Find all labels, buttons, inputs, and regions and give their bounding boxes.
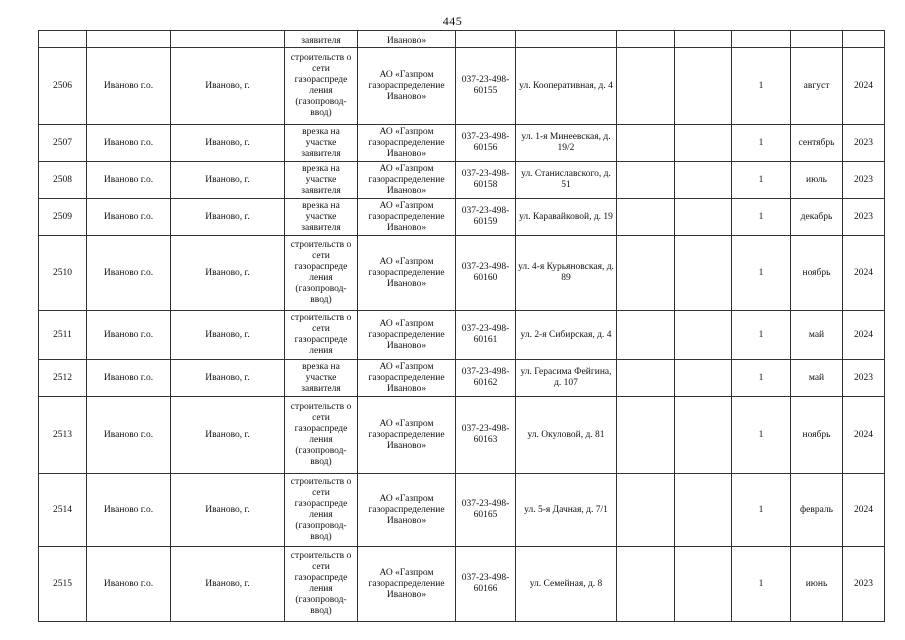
table-row — [39, 236, 885, 311]
cell-count: 1 — [732, 474, 791, 547]
cell-empty — [617, 397, 675, 474]
cell-year: 2024 — [843, 397, 885, 474]
cell-address: ул. 1-я Минеевская, д. 19/2 — [516, 125, 617, 162]
cell-address: ул. 5-я Дачная, д. 7/1 — [516, 474, 617, 547]
cell-address: ул. Семейная, д. 8 — [516, 547, 617, 622]
cell-count: 1 — [732, 162, 791, 199]
cell-municipality: Иваново г.о. — [87, 199, 171, 236]
cell-empty — [675, 311, 732, 360]
cell-address: ул. Каравайковой, д. 19 — [516, 199, 617, 236]
cell-num: 2508 — [39, 162, 87, 199]
cell-work: врезка на участке заявителя — [285, 125, 358, 162]
cell-locality: Иваново, г. — [171, 311, 285, 360]
table-row — [39, 125, 885, 162]
cell-month: сентябрь — [791, 125, 843, 162]
cell-code: 037-23-498-60161 — [456, 311, 516, 360]
cell-year: 2023 — [843, 125, 885, 162]
cell-count: 1 — [732, 397, 791, 474]
cell-count: 1 — [732, 311, 791, 360]
cell-count: 1 — [732, 199, 791, 236]
cell-year: 2024 — [843, 311, 885, 360]
cell-empty — [617, 311, 675, 360]
cell-address: ул. 2-я Сибирская, д. 4 — [516, 311, 617, 360]
cell-org: АО «Газпром газораспределение Иваново» — [358, 311, 456, 360]
cell-month: декабрь — [791, 199, 843, 236]
cell-num: 2514 — [39, 474, 87, 547]
cell-org: АО «Газпром газораспределение Иваново» — [358, 199, 456, 236]
cell-work: строительств о сети газораспреде ления (газопровод-ввод) — [285, 397, 358, 474]
cell-empty — [617, 474, 675, 547]
cell-empty — [675, 397, 732, 474]
cell-locality: Иваново, г. — [171, 162, 285, 199]
cell-work: строительств о сети газораспреде ления (газопровод-ввод) — [285, 474, 358, 547]
cell-municipality: Иваново г.о. — [87, 125, 171, 162]
cell-org: АО «Газпром газораспределение Иваново» — [358, 360, 456, 397]
cell-empty — [675, 48, 732, 125]
cell-work: строительств о сети газораспреде ления (газопровод-ввод) — [285, 48, 358, 125]
cell-month: июнь — [791, 547, 843, 622]
cell-municipality: Иваново г.о. — [87, 48, 171, 125]
cell-count: 1 — [732, 236, 791, 311]
cell-work: врезка на участке заявителя — [285, 360, 358, 397]
cell-empty — [675, 125, 732, 162]
cell-municipality: Иваново г.о. — [87, 236, 171, 311]
cell-month: август — [791, 48, 843, 125]
cell-code: 037-23-498-60165 — [456, 474, 516, 547]
cell-municipality: Иваново г.о. — [87, 547, 171, 622]
gasification-table — [38, 30, 885, 622]
cell-empty — [617, 236, 675, 311]
cell-count: 1 — [732, 547, 791, 622]
cell-locality: Иваново, г. — [171, 397, 285, 474]
cell-year: 2023 — [843, 199, 885, 236]
cell-address: ул. 4-я Курьяновская, д. 89 — [516, 236, 617, 311]
cell-org: АО «Газпром газораспределение Иваново» — [358, 48, 456, 125]
cell-address: ул. Герасима Фейгина, д. 107 — [516, 360, 617, 397]
cell-org: Иваново» — [358, 31, 456, 48]
cell-month: май — [791, 360, 843, 397]
cell-work: строительств о сети газораспреде ления (газопровод-ввод) — [285, 236, 358, 311]
cell-num: 2510 — [39, 236, 87, 311]
cell-year: 2024 — [843, 236, 885, 311]
cell-code: 037-23-498-60160 — [456, 236, 516, 311]
cell-municipality: Иваново г.о. — [87, 397, 171, 474]
cell-num: 2512 — [39, 360, 87, 397]
cell-org: АО «Газпром газораспределение Иваново» — [358, 125, 456, 162]
page-number: 445 — [442, 14, 463, 28]
cell-code: 037-23-498-60166 — [456, 547, 516, 622]
cell-month: ноябрь — [791, 236, 843, 311]
cell-work: строительств о сети газораспреде ления — [285, 311, 358, 360]
cell-locality: Иваново, г. — [171, 547, 285, 622]
cell-empty — [675, 547, 732, 622]
cell-address: ул. Кооперативная, д. 4 — [516, 48, 617, 125]
cell-year: 2023 — [843, 162, 885, 199]
table-row — [39, 474, 885, 547]
table-row — [39, 360, 885, 397]
cell-empty — [675, 360, 732, 397]
cell-code: 037-23-498-60162 — [456, 360, 516, 397]
cell-count: 1 — [732, 48, 791, 125]
cell-month: май — [791, 311, 843, 360]
cell-empty — [675, 162, 732, 199]
table-row — [39, 547, 885, 622]
table-row — [39, 311, 885, 360]
cell-org: АО «Газпром газораспределение Иваново» — [358, 162, 456, 199]
cell-municipality: Иваново г.о. — [87, 474, 171, 547]
cell-code: 037-23-498-60159 — [456, 199, 516, 236]
cell-work: врезка на участке заявителя — [285, 162, 358, 199]
cell-empty — [617, 125, 675, 162]
cell-empty — [675, 236, 732, 311]
cell-municipality: Иваново г.о. — [87, 162, 171, 199]
cell-code: 037-23-498-60155 — [456, 48, 516, 125]
cell-code: 037-23-498-60156 — [456, 125, 516, 162]
cell-year: 2024 — [843, 48, 885, 125]
cell-address: ул. Станиславского, д. 51 — [516, 162, 617, 199]
table-row — [39, 48, 885, 125]
cell-work: строительств о сети газораспреде ления (газопровод-ввод) — [285, 547, 358, 622]
cell-empty — [675, 199, 732, 236]
cell-empty — [617, 547, 675, 622]
cell-address: ул. Окуловой, д. 81 — [516, 397, 617, 474]
table-row — [39, 199, 885, 236]
cell-num: 2511 — [39, 311, 87, 360]
cell-code: 037-23-498-60163 — [456, 397, 516, 474]
cell-locality: Иваново, г. — [171, 125, 285, 162]
cell-locality: Иваново, г. — [171, 474, 285, 547]
table-row — [39, 397, 885, 474]
cell-year: 2023 — [843, 360, 885, 397]
cell-year: 2024 — [843, 474, 885, 547]
cell-empty — [617, 360, 675, 397]
cell-count: 1 — [732, 125, 791, 162]
cell-org: АО «Газпром газораспределение Иваново» — [358, 397, 456, 474]
cell-code: 037-23-498-60158 — [456, 162, 516, 199]
cell-year: 2023 — [843, 547, 885, 622]
cell-num: 2506 — [39, 48, 87, 125]
cell-month: февраль — [791, 474, 843, 547]
cell-empty — [617, 48, 675, 125]
cell-empty — [617, 199, 675, 236]
table-row — [39, 162, 885, 199]
cell-org: АО «Газпром газораспределение Иваново» — [358, 547, 456, 622]
cell-locality: Иваново, г. — [171, 48, 285, 125]
cell-month: июль — [791, 162, 843, 199]
cell-locality: Иваново, г. — [171, 236, 285, 311]
cell-municipality: Иваново г.о. — [87, 311, 171, 360]
cell-num: 2515 — [39, 547, 87, 622]
cell-org: АО «Газпром газораспределение Иваново» — [358, 236, 456, 311]
cell-work: заявителя — [285, 31, 358, 48]
cell-org: АО «Газпром газораспределение Иваново» — [358, 474, 456, 547]
cell-month: ноябрь — [791, 397, 843, 474]
cell-num: 2507 — [39, 125, 87, 162]
cell-num: 2509 — [39, 199, 87, 236]
cell-count: 1 — [732, 360, 791, 397]
cell-empty — [617, 162, 675, 199]
table-row-continued — [39, 31, 885, 48]
cell-locality: Иваново, г. — [171, 199, 285, 236]
cell-num: 2513 — [39, 397, 87, 474]
cell-work: врезка на участке заявителя — [285, 199, 358, 236]
cell-municipality: Иваново г.о. — [87, 360, 171, 397]
cell-locality: Иваново, г. — [171, 360, 285, 397]
cell-empty — [675, 474, 732, 547]
